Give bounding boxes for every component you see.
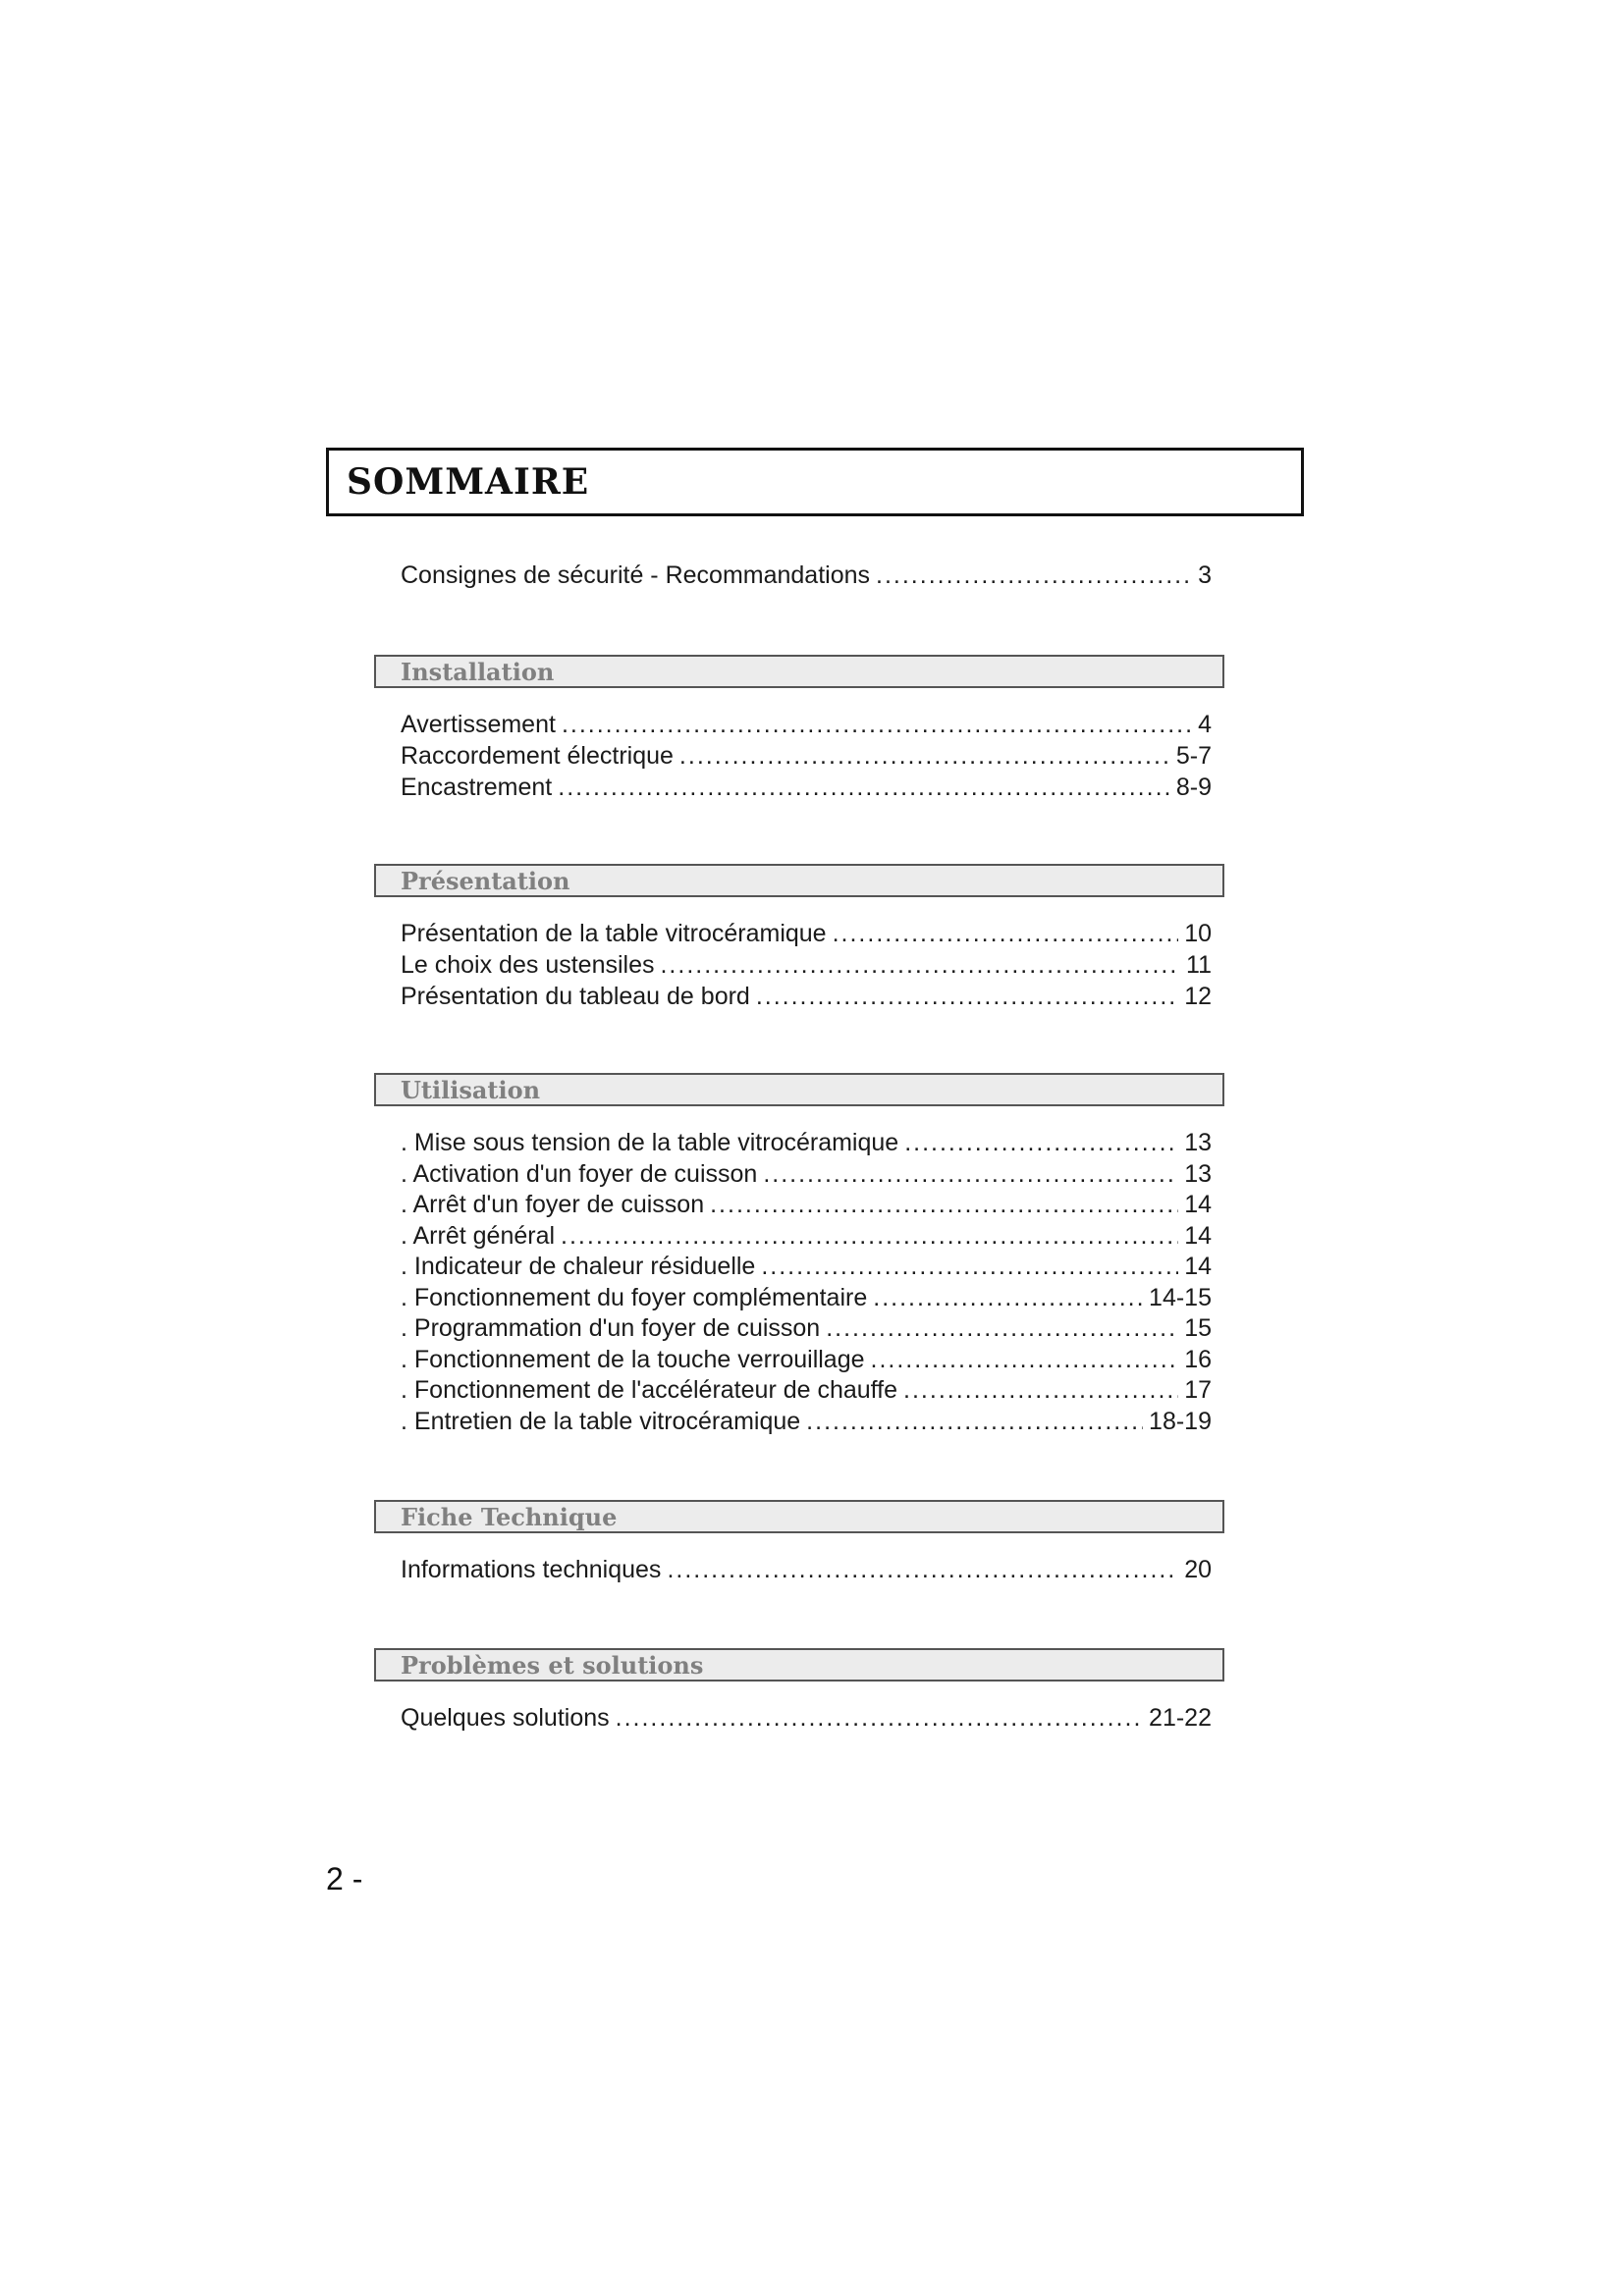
- toc-entry-page: 10: [1184, 920, 1212, 947]
- toc-leader-dots: [826, 1312, 1178, 1344]
- toc-entry[interactable]: [401, 1251, 1212, 1282]
- toc-leader-dots: [873, 1282, 1143, 1313]
- toc-leader-dots: [710, 1189, 1178, 1220]
- toc-entry[interactable]: [401, 981, 1212, 1012]
- toc-entry-label: Consignes de sécurité - Recommandations: [401, 561, 871, 589]
- toc-entry[interactable]: [401, 1127, 1212, 1158]
- section-header-presentation: [374, 864, 1224, 897]
- toc-entry-page: 15: [1184, 1314, 1212, 1342]
- section-heading: Fiche Technique: [401, 1502, 618, 1531]
- toc-entry[interactable]: [401, 1554, 1212, 1585]
- toc-entry-label: Informations techniques: [401, 1556, 662, 1583]
- toc-entry-label: . Fonctionnement de la touche verrouillage: [401, 1346, 865, 1373]
- section-heading: Présentation: [401, 866, 570, 895]
- toc-entry-label: Avertissement: [401, 711, 556, 738]
- page-title: SOMMAIRE: [347, 461, 590, 503]
- section-heading: Installation: [401, 657, 555, 686]
- toc-leader-dots: [903, 1374, 1178, 1406]
- section-header-problemes-solutions: [374, 1648, 1224, 1682]
- toc-entry-label: . Fonctionnement du foyer complémentaire: [401, 1284, 868, 1311]
- section-header-fiche-technique: [374, 1500, 1224, 1533]
- toc-entry-label: . Entretien de la table vitrocéramique: [401, 1408, 801, 1435]
- toc-leader-dots: [871, 1344, 1179, 1375]
- toc-entry-page: 4: [1198, 711, 1212, 738]
- toc-entry[interactable]: [401, 709, 1212, 740]
- toc-entry[interactable]: [401, 918, 1212, 949]
- toc-entry-page: 5-7: [1175, 742, 1212, 770]
- toc-entry[interactable]: [401, 1282, 1212, 1313]
- toc-leader-dots: [667, 1554, 1178, 1585]
- toc-entry-page: 3: [1198, 561, 1212, 589]
- toc-entry-page: 21-22: [1149, 1704, 1212, 1732]
- toc-leader-dots: [756, 981, 1178, 1012]
- toc-entry-consignes[interactable]: [401, 560, 1212, 591]
- section-heading: Problèmes et solutions: [401, 1650, 704, 1680]
- toc-entry-label: Quelques solutions: [401, 1704, 610, 1732]
- toc-entry-label: Raccordement électrique: [401, 742, 674, 770]
- toc-leader-dots: [562, 709, 1192, 740]
- toc-entry[interactable]: [401, 1220, 1212, 1252]
- toc-leader-dots: [876, 560, 1192, 591]
- toc-entry[interactable]: [401, 949, 1212, 981]
- toc-entry-page: 20: [1184, 1556, 1212, 1583]
- title-box: [326, 448, 1304, 516]
- toc-entry[interactable]: [401, 1189, 1212, 1220]
- toc-entry-page: 14: [1184, 1191, 1212, 1218]
- toc-entry[interactable]: [401, 740, 1212, 772]
- toc-entry[interactable]: [401, 1702, 1212, 1734]
- toc-entry-label: . Programmation d'un foyer de cuisson: [401, 1314, 821, 1342]
- toc-entry-label: Encastrement: [401, 774, 553, 801]
- toc-entry-label: Présentation de la table vitrocéramique: [401, 920, 827, 947]
- toc-entry-page: 18-19: [1149, 1408, 1212, 1435]
- toc-entry-page: 8-9: [1175, 774, 1212, 801]
- toc-entry-label: . Indicateur de chaleur résiduelle: [401, 1253, 756, 1280]
- toc-entry[interactable]: [401, 1312, 1212, 1344]
- page-number: 2 -: [326, 1861, 363, 1896]
- toc-entry-label: . Mise sous tension de la table vitrocéramique: [401, 1129, 899, 1156]
- toc-entry-page: 16: [1184, 1346, 1212, 1373]
- toc-entry-page: 17: [1184, 1376, 1212, 1404]
- toc-entry-page: 14: [1184, 1222, 1212, 1250]
- toc-leader-dots: [660, 949, 1180, 981]
- toc-entry-page: 14-15: [1149, 1284, 1212, 1311]
- toc-entry-label: . Fonctionnement de l'accélérateur de chauffe: [401, 1376, 898, 1404]
- toc-leader-dots: [904, 1127, 1178, 1158]
- toc-entry-page: 11: [1186, 951, 1212, 979]
- toc-leader-dots: [679, 740, 1170, 772]
- toc-entry-label: Le choix des ustensiles: [401, 951, 655, 979]
- toc-entry-label: . Arrêt général: [401, 1222, 556, 1250]
- toc-leader-dots: [763, 1158, 1178, 1190]
- section-header-utilisation: [374, 1073, 1224, 1106]
- toc-entry-page: 14: [1184, 1253, 1212, 1280]
- toc-leader-dots: [806, 1406, 1143, 1437]
- toc-entry[interactable]: [401, 772, 1212, 803]
- toc-entry-label: Présentation du tableau de bord: [401, 983, 750, 1010]
- toc-leader-dots: [833, 918, 1179, 949]
- toc-entry[interactable]: [401, 1374, 1212, 1406]
- toc-entry-label: . Arrêt d'un foyer de cuisson: [401, 1191, 705, 1218]
- toc-leader-dots: [558, 772, 1170, 803]
- toc-leader-dots: [616, 1702, 1143, 1734]
- toc-entry[interactable]: [401, 1344, 1212, 1375]
- toc-entry-label: . Activation d'un foyer de cuisson: [401, 1160, 758, 1188]
- toc-leader-dots: [761, 1251, 1178, 1282]
- section-header-installation: [374, 655, 1224, 688]
- section-heading: Utilisation: [401, 1075, 541, 1104]
- toc-entry[interactable]: [401, 1406, 1212, 1437]
- toc-leader-dots: [561, 1220, 1178, 1252]
- toc-entry-page: 12: [1184, 983, 1212, 1010]
- toc-entry[interactable]: [401, 1158, 1212, 1190]
- toc-entry-page: 13: [1184, 1129, 1212, 1156]
- toc-entry-page: 13: [1184, 1160, 1212, 1188]
